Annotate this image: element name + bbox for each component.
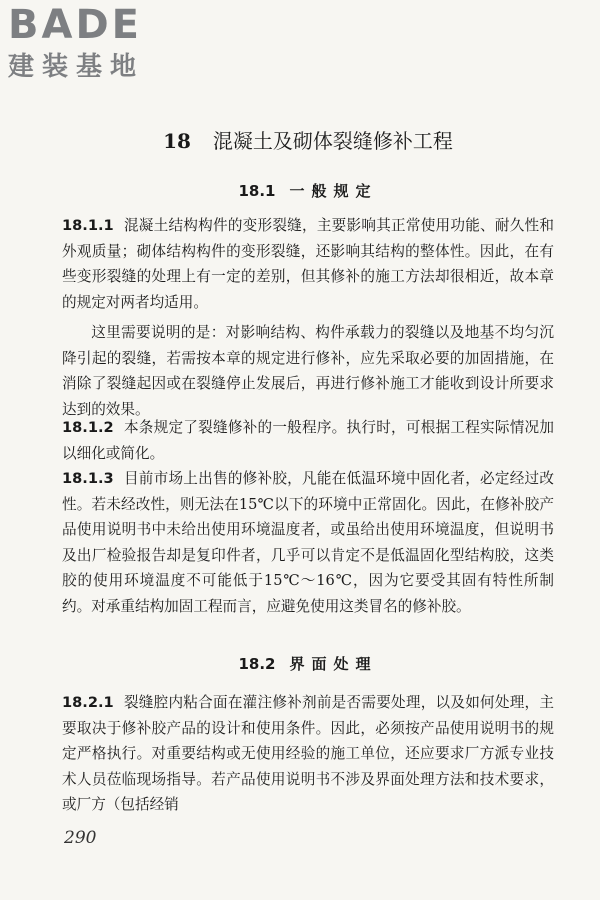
clause-number: 18.1.1 — [62, 217, 114, 234]
paragraph-text: 这里需要说明的是：对影响结构、构件承载力的裂缝以及地基不均匀沉降引起的裂缝，若需按本章的规定进行修补，应先采取必要的加固措施，在消除了裂缝起因或在裂缝停止发展后，再进行修补施工才能收到设计所要求达到的效果。 — [62, 324, 554, 418]
bade-logo — [8, 4, 178, 82]
chapter-number: 18 — [163, 129, 191, 153]
paragraph — [62, 415, 554, 466]
paragraph — [62, 690, 554, 818]
paragraph-text: 裂缝腔内粘合面在灌注修补剂前是否需要处理，以及如何处理，主要取决于修补胶产品的设计和使用条件。因此，必须按产品使用说明书的规定严格执行。对重要结构或无使用经验的施工单位，还应要求厂方派专业技术人员莅临现场指导。若产品使用说明书不涉及界面处理方法和技术要求，或厂方（包括经销 — [62, 694, 554, 814]
section-heading — [62, 653, 554, 675]
section-number: 18.2 — [238, 655, 276, 673]
chapter-name: 混凝土及砌体裂缝修补工程 — [212, 129, 453, 153]
page-number: 290 — [64, 828, 97, 848]
paragraph-text: 本条规定了裂缝修补的一般程序。执行时，可根据工程实际情况加以细化或简化。 — [62, 419, 554, 462]
section-heading — [62, 180, 554, 202]
clause-number: 18.2.1 — [62, 694, 114, 711]
logo-subtitle: 建装基地 — [8, 52, 145, 82]
paragraph — [62, 466, 554, 620]
clause-number: 18.1.3 — [62, 470, 114, 487]
logo-wordmark: BADE — [8, 2, 142, 48]
paragraph-text: 混凝土结构构件的变形裂缝，主要影响其正常使用功能、耐久性和外观质量；砌体结构构件的变形裂缝，还影响其结构的整体性。因此，在有些变形裂缝的处理上有一定的差别，但其修补的施工方法却很相近，故本章的规定对两者均适用。 — [62, 217, 554, 311]
section-name: 一般规定 — [289, 182, 378, 200]
paragraph-text: 目前市场上出售的修补胶，凡能在低温环境中固化者，必定经过改性。若未经改性，则无法在15℃以下的环境中正常固化。因此，在修补胶产品使用说明书中未给出使用环境温度者，或虽给出使用环境温度，但说明书及出厂检验报告却是复印件者，几乎可以肯定不是低温固化型结构胶，这类胶的使用环境温度不可能低于15℃～16℃，因为它要受其固有特性所制约。对承重结构加固工程而言，应避免使用这类冒名的修补胶。 — [62, 470, 554, 615]
clause-number: 18.1.2 — [62, 419, 114, 436]
paragraph — [62, 213, 554, 315]
paragraph — [62, 320, 554, 422]
chapter-title — [62, 127, 554, 155]
section-name: 界面处理 — [289, 655, 378, 673]
section-number: 18.1 — [238, 182, 276, 200]
